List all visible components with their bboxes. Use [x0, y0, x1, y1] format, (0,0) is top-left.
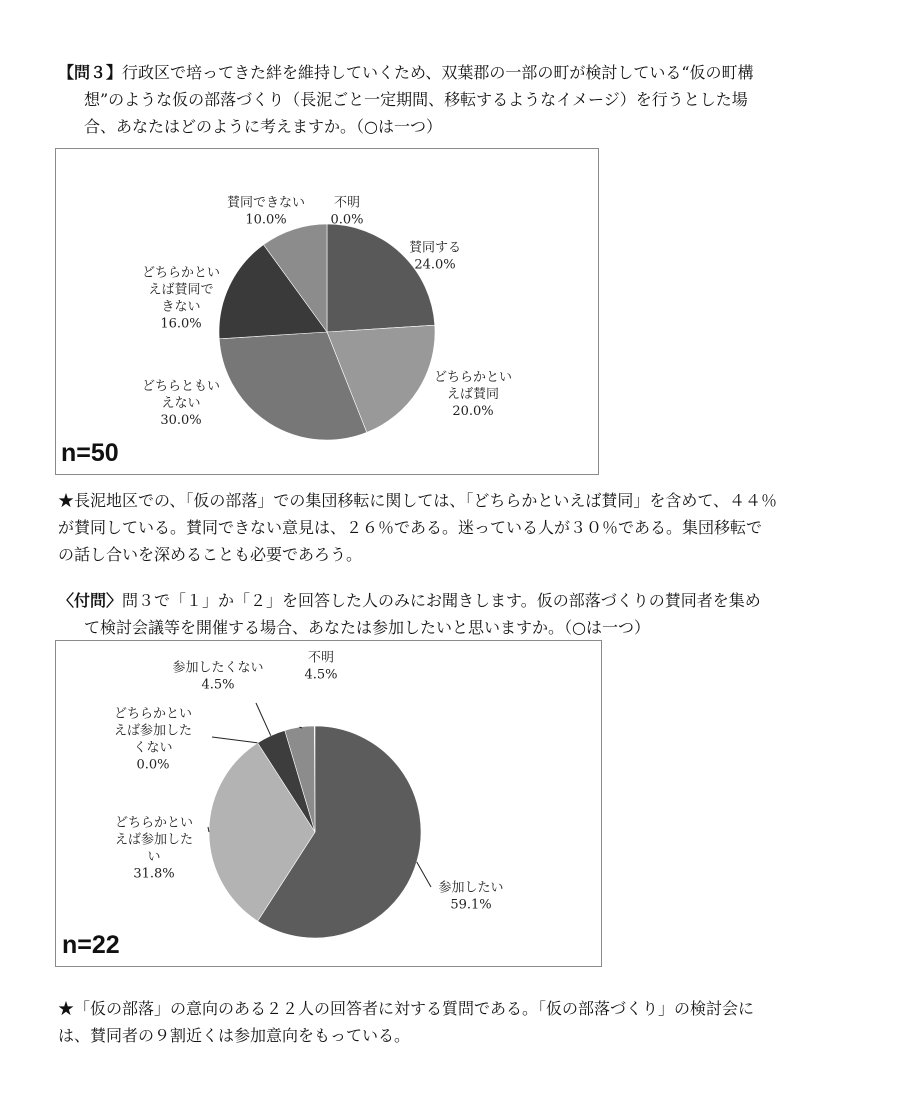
- chart-2-label-0: 参加したい 59.1%: [438, 880, 504, 913]
- question-3-line-3: 合、あなたはどのように考えますか。（○は一つ）: [84, 117, 442, 136]
- comment-2-line-2: は、賛同者の９割近くは参加意向をもっている。: [58, 1026, 411, 1045]
- chart-2-label-3: 参加したくない 4.5%: [172, 660, 264, 693]
- chart-2-pie: [56, 641, 601, 966]
- chart-1-label-2: どちらともいえない 30.0%: [141, 379, 221, 428]
- sub-question-line-1: 問３で「１」か「２」を回答した人のみにお聞きします。仮の部落づくりの賛同者を集め: [122, 591, 761, 610]
- chart-1-label-4: 賛同できない 10.0%: [226, 195, 306, 228]
- question-3: [58, 59, 858, 140]
- comment-1-line-2: が賛同している。賛同できない意見は、２６％である。迷っている人が３０％である。集団移転で: [58, 518, 763, 537]
- chart-2-leader-0: [417, 862, 431, 887]
- chart-1-pie: [56, 149, 598, 474]
- comment-1-line-3: の話し合いを深めることも必要であろう。: [58, 545, 363, 564]
- chart-2-frame: [55, 640, 602, 967]
- chart-2-n-label: n=22: [62, 931, 120, 959]
- chart-1-label-5: 不明 0.0%: [330, 195, 364, 228]
- comment-2: [58, 995, 858, 1049]
- question-3-line-1: 行政区で培ってきた絆を維持していくため、双葉郡の一部の町が検討している“仮の町構: [122, 63, 754, 82]
- question-3-heading: 【問３】: [58, 63, 123, 82]
- chart-2-label-1: どちらかといえば参加したい 31.8%: [114, 815, 194, 882]
- chart-2-label-4: 不明 4.5%: [304, 650, 338, 683]
- question-3-line-2: 想”のような仮の部落づくり（長泥ごと一定期間、移転するようなイメージ）を行うとした場: [84, 90, 748, 109]
- chart-1-label-3: どちらかといえば賛同できない 16.0%: [141, 265, 221, 332]
- sub-question: [58, 587, 858, 641]
- chart-1-n-label: n=50: [61, 439, 119, 467]
- chart-1-label-1: どちらかといえば賛同 20.0%: [433, 370, 513, 419]
- sub-question-heading: 〈付問〉: [58, 591, 123, 610]
- comment-2-line-1: ★「仮の部落」の意向のある２２人の回答者に対する質問である。「仮の部落づくり」の検討会に: [58, 999, 755, 1018]
- comment-1: [58, 487, 858, 568]
- chart-2-leader-3: [256, 703, 271, 736]
- sub-question-line-2: て検討会議等を開催する場合、あなたは参加したいと思いますか。（○は一つ）: [84, 618, 650, 637]
- chart-2-leader-2: [212, 737, 258, 743]
- chart-1-frame: [55, 148, 599, 475]
- chart-1-label-0: 賛同する 24.0%: [408, 240, 462, 273]
- chart-2-label-2: どちらかといえば参加したくない 0.0%: [113, 706, 193, 773]
- comment-1-line-1: ★長泥地区での、「仮の部落」での集団移転に関しては、「どちらかといえば賛同」を含めて、４４％: [58, 491, 778, 510]
